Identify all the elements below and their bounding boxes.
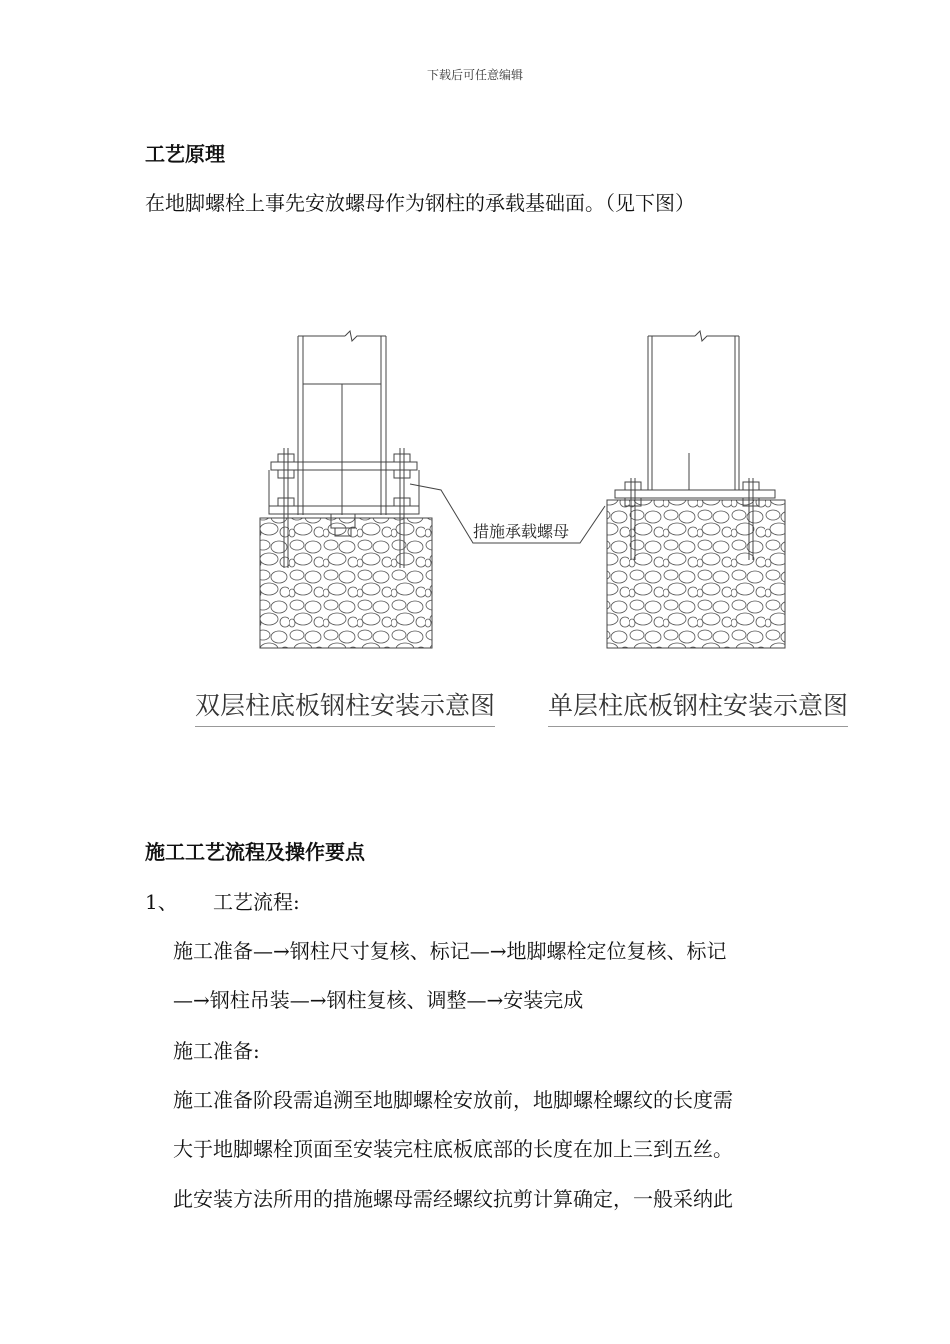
prep-title: 施工准备:	[173, 1039, 260, 1063]
prep-line-3: 此安装方法所用的措施螺母需经螺纹抗剪计算确定，一般采纳此	[173, 1187, 733, 1211]
principle-paragraph: 在地脚螺栓上事先安放螺母作为钢柱的承载基础面。（见下图）	[145, 191, 695, 215]
item1-label: 工艺流程:	[213, 890, 300, 914]
caption-left: 双层柱底板钢柱安装示意图	[195, 686, 495, 727]
section-title-principle: 工艺原理	[145, 142, 225, 166]
base-plate	[615, 490, 775, 498]
upper-base-plate	[271, 462, 417, 470]
section-title-process: 施工工艺流程及操作要点	[145, 840, 365, 864]
page-header: 下载后可任意编辑	[426, 68, 523, 82]
prep-line-2: 大于地脚螺栓顶面至安装完柱底板底部的长度在加上三到五丝。	[173, 1137, 733, 1161]
column-base-diagram	[255, 328, 795, 650]
caption-right: 单层柱底板钢柱安装示意图	[548, 686, 848, 727]
prep-line-1: 施工准备阶段需追溯至地脚螺栓安放前，地脚螺栓螺纹的长度需	[173, 1088, 733, 1112]
foundation-right	[607, 500, 785, 648]
foundation-left	[260, 518, 432, 648]
double-plate-diagram	[260, 331, 432, 648]
flow-line-1: 施工准备—→钢柱尺寸复核、标记—→地脚螺栓定位复核、标记	[173, 939, 727, 963]
lower-base-plate	[269, 506, 419, 514]
flow-line-2: —→钢柱吊装—→钢柱复核、调整—→安装完成	[173, 988, 584, 1012]
single-plate-diagram	[607, 331, 785, 648]
item1-number: 1、	[145, 890, 178, 914]
callout-label: 措施承载螺母	[473, 522, 570, 541]
